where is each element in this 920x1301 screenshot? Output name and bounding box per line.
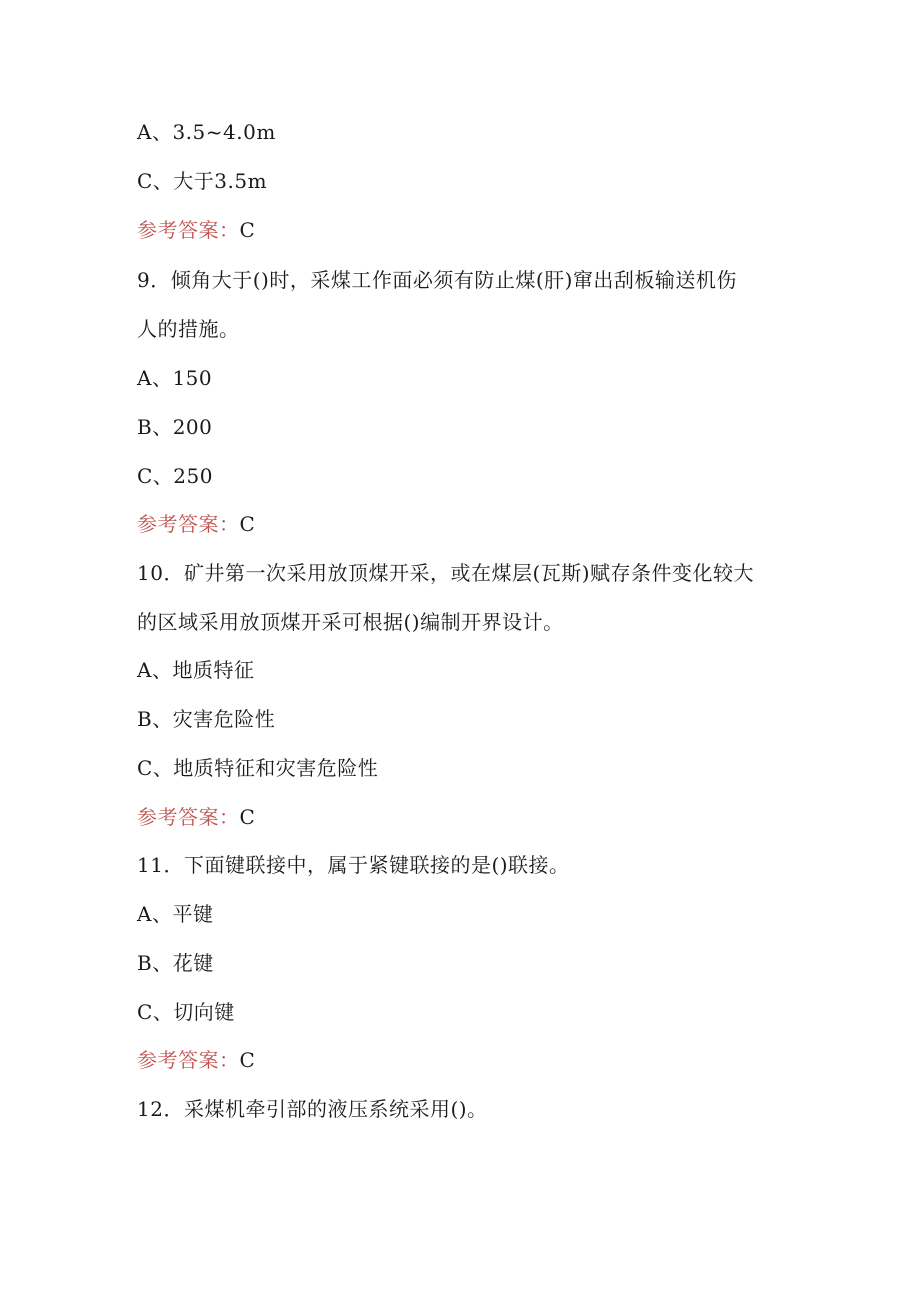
- option-line: C、切向键: [137, 1000, 235, 1024]
- answer-line: [137, 805, 255, 829]
- option-line: A、平键: [137, 902, 214, 926]
- question-line: 12．采煤机牵引部的液压系统采用()。: [137, 1097, 488, 1121]
- answer-value: C: [239, 218, 256, 242]
- question-line: 11．下面键联接中，属于紧键联接的是()联接。: [137, 853, 570, 877]
- option-line: A、地质特征: [137, 658, 255, 682]
- answer-line: [137, 218, 255, 242]
- answer-label: 参考答案：: [137, 512, 240, 536]
- answer-line: [137, 1048, 255, 1072]
- question-line: 10．矿井第一次采用放顶煤开采，或在煤层(瓦斯)赋存条件变化较大: [137, 561, 755, 585]
- answer-line: [137, 512, 255, 536]
- answer-value: C: [239, 512, 256, 536]
- answer-value: C: [239, 805, 256, 829]
- option-line: C、250: [137, 464, 213, 488]
- answer-label: 参考答案：: [137, 1048, 240, 1072]
- question-line: 9．倾角大于()时，采煤工作面必须有防止煤(肝)窜出刮板输送机伤: [137, 268, 737, 292]
- option-line: A、3.5~4.0m: [137, 120, 276, 144]
- option-line: B、200: [137, 415, 213, 439]
- option-line: B、花键: [137, 951, 214, 975]
- option-line: C、地质特征和灾害危险性: [137, 756, 379, 780]
- answer-label: 参考答案：: [137, 218, 240, 242]
- option-line: B、灾害危险性: [137, 707, 276, 731]
- question-line: 人的措施。: [137, 317, 240, 341]
- answer-label: 参考答案：: [137, 805, 240, 829]
- option-line: C、大于3.5m: [137, 169, 268, 193]
- question-line: 的区域采用放顶煤开采可根据()编制开界设计。: [137, 610, 564, 634]
- answer-value: C: [239, 1048, 256, 1072]
- option-line: A、150: [137, 366, 213, 390]
